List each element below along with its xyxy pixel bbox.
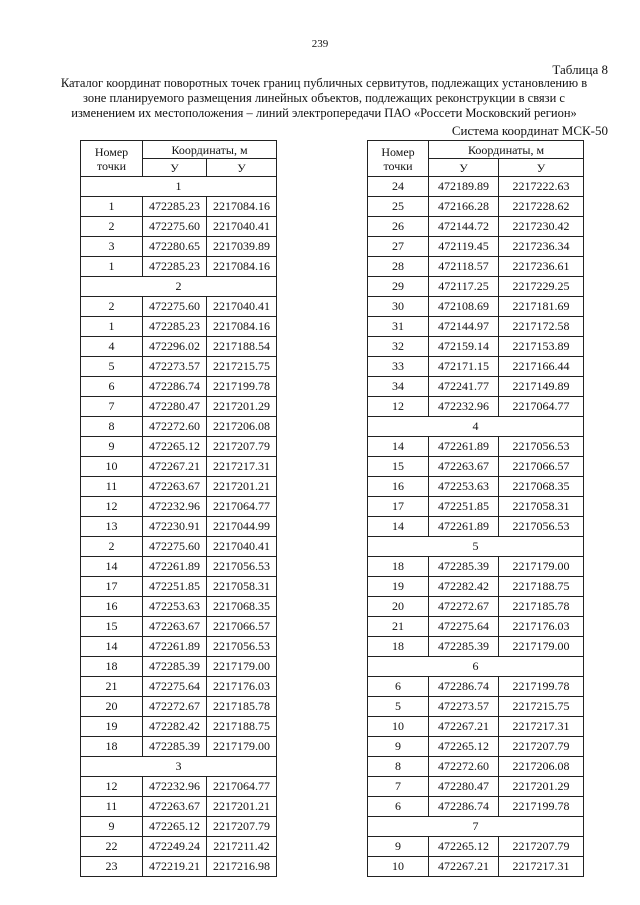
point-number-cell: 1 [81, 257, 143, 277]
y-coordinate-cell: 2217040.41 [207, 297, 277, 317]
table-row [81, 737, 277, 757]
point-number-cell: 20 [368, 597, 429, 617]
table-row [81, 417, 277, 437]
y-coordinate-cell: 2217199.78 [207, 377, 277, 397]
table-row [368, 517, 584, 537]
y-coordinate-cell: 2217206.08 [207, 417, 277, 437]
y-coordinate-cell: 2217211.42 [207, 837, 277, 857]
point-number-cell: 14 [368, 437, 429, 457]
y-coordinate-cell: 2217064.77 [207, 497, 277, 517]
y-coordinate-cell: 2217207.79 [499, 737, 584, 757]
x-coordinate-cell: 472267.21 [429, 857, 499, 877]
x-coordinate-cell: 472232.96 [429, 397, 499, 417]
point-number-cell: 13 [81, 517, 143, 537]
x-coordinate-cell: 472265.12 [429, 737, 499, 757]
group-row [368, 817, 584, 837]
x-coordinate-cell: 472166.28 [429, 197, 499, 217]
point-number-cell: 31 [368, 317, 429, 337]
point-number-cell: 22 [81, 837, 143, 857]
group-row [368, 417, 584, 437]
x-coordinate-cell: 472253.63 [429, 477, 499, 497]
point-number-cell: 15 [368, 457, 429, 477]
point-number-cell: 17 [368, 497, 429, 517]
point-number-cell: 4 [81, 337, 143, 357]
table-row [81, 797, 277, 817]
x-coordinate-cell: 472286.74 [143, 377, 207, 397]
y-coordinate-cell: 2217056.53 [207, 557, 277, 577]
x-coordinate-cell: 472219.21 [143, 857, 207, 877]
point-number-cell: 6 [368, 797, 429, 817]
x-coordinate-cell: 472108.69 [429, 297, 499, 317]
y-coordinate-cell: 2217153.89 [499, 337, 584, 357]
y-coordinate-cell: 2217185.78 [207, 697, 277, 717]
point-number-cell: 33 [368, 357, 429, 377]
table-row [368, 837, 584, 857]
table-row [368, 337, 584, 357]
y-coordinate-cell: 2217201.21 [207, 477, 277, 497]
y-coordinate-cell: 2217230.42 [499, 217, 584, 237]
table-row [81, 217, 277, 237]
x-coordinate-cell: 472280.47 [429, 777, 499, 797]
x-coordinate-cell: 472253.63 [143, 597, 207, 617]
x-coordinate-cell: 472263.67 [429, 457, 499, 477]
coordinates-table-left [80, 140, 277, 877]
table-row [368, 637, 584, 657]
y-coordinate-cell: 2217217.31 [207, 457, 277, 477]
point-number-cell: 21 [81, 677, 143, 697]
x-coordinate-cell: 472263.67 [143, 477, 207, 497]
table-row [368, 437, 584, 457]
x-coordinate-cell: 472251.85 [429, 497, 499, 517]
y-coordinate-cell: 2217207.79 [499, 837, 584, 857]
y-coordinate-cell: 2217199.78 [499, 677, 584, 697]
x-coordinate-cell: 472280.65 [143, 237, 207, 257]
point-number-cell: 11 [81, 477, 143, 497]
x-coordinate-cell: 472261.89 [143, 557, 207, 577]
point-number-cell: 18 [81, 657, 143, 677]
point-number-cell: 8 [368, 757, 429, 777]
y-coordinate-cell: 2217236.34 [499, 237, 584, 257]
table-label: Таблица 8 [552, 62, 608, 77]
point-number-cell: 21 [368, 617, 429, 637]
point-number-cell: 10 [81, 457, 143, 477]
group-number: 5 [368, 537, 584, 557]
point-number-header [81, 141, 143, 177]
y-coordinate-cell: 2217217.31 [499, 717, 584, 737]
table-row [81, 197, 277, 217]
x-coordinate-cell: 472272.60 [143, 417, 207, 437]
table-row [368, 697, 584, 717]
point-number-cell: 2 [81, 537, 143, 557]
y-coordinate-cell: 2217206.08 [499, 757, 584, 777]
table-row [81, 697, 277, 717]
x-coordinate-cell: 472285.39 [429, 557, 499, 577]
point-number-cell: 23 [81, 857, 143, 877]
point-number-cell: 18 [368, 557, 429, 577]
coordinate-system-label: Система координат МСК-50 [451, 123, 608, 138]
x-coordinate-cell: 472296.02 [143, 337, 207, 357]
y-coordinate-cell: 2217188.75 [499, 577, 584, 597]
y-coordinate-cell: 2217064.77 [499, 397, 584, 417]
y-coordinate-cell: 2217084.16 [207, 257, 277, 277]
point-number-cell: 10 [368, 717, 429, 737]
point-number-cell: 11 [81, 797, 143, 817]
y-coordinate-cell: 2217176.03 [499, 617, 584, 637]
y-coordinate-cell: 2217084.16 [207, 197, 277, 217]
point-number-header [368, 141, 429, 177]
table-row [81, 717, 277, 737]
y-coordinate-cell: 2217166.44 [499, 357, 584, 377]
table-row [81, 617, 277, 637]
table-row [81, 437, 277, 457]
table-row [368, 397, 584, 417]
point-number-cell: 27 [368, 237, 429, 257]
x-coordinate-cell: 472272.67 [143, 697, 207, 717]
y-coordinate-cell: 2217181.69 [499, 297, 584, 317]
y-coordinate-cell: 2217068.35 [207, 597, 277, 617]
x-coordinate-cell: 472171.15 [429, 357, 499, 377]
group-number: 4 [368, 417, 584, 437]
y-coordinate-cell: 2217201.21 [207, 797, 277, 817]
table-row [81, 597, 277, 617]
table-row [368, 797, 584, 817]
table-row [368, 597, 584, 617]
table-row [81, 397, 277, 417]
x-coordinate-cell: 472265.12 [429, 837, 499, 857]
point-number-cell: 18 [368, 637, 429, 657]
y-coordinate-cell: 2217179.00 [207, 657, 277, 677]
point-number-cell: 29 [368, 277, 429, 297]
table-row [368, 197, 584, 217]
table-row [81, 357, 277, 377]
point-number-cell: 1 [81, 197, 143, 217]
x-coordinate-cell: 472144.72 [429, 217, 499, 237]
group-number: 1 [81, 177, 277, 197]
x-coordinate-cell: 472285.23 [143, 257, 207, 277]
table-row [81, 657, 277, 677]
y-coordinate-cell: 2217056.53 [499, 437, 584, 457]
x-coordinate-cell: 472280.47 [143, 397, 207, 417]
x-column-header: У [429, 159, 499, 177]
x-coordinate-cell: 472273.57 [143, 357, 207, 377]
y-coordinate-cell: 2217056.53 [207, 637, 277, 657]
table-row [81, 517, 277, 537]
point-number-header-line1: Номер [381, 144, 415, 159]
point-number-cell: 16 [368, 477, 429, 497]
y-coordinate-cell: 2217236.61 [499, 257, 584, 277]
table-row [81, 297, 277, 317]
x-coordinate-cell: 472285.39 [143, 737, 207, 757]
table-row [368, 777, 584, 797]
x-coordinate-cell: 472285.39 [429, 637, 499, 657]
x-coordinate-cell: 472249.24 [143, 837, 207, 857]
table-row [368, 277, 584, 297]
point-number-header-line1: Номер [94, 144, 129, 159]
point-number-cell: 6 [81, 377, 143, 397]
table-row [368, 257, 584, 277]
y-coordinate-cell: 2217044.99 [207, 517, 277, 537]
y-coordinate-cell: 2217207.79 [207, 437, 277, 457]
table-row [368, 497, 584, 517]
x-coordinate-cell: 472241.77 [429, 377, 499, 397]
y-coordinate-cell: 2217149.89 [499, 377, 584, 397]
y-coordinate-cell: 2217040.41 [207, 537, 277, 557]
table-row [81, 317, 277, 337]
group-number: 3 [81, 757, 277, 777]
point-number-cell: 9 [81, 437, 143, 457]
y-coordinate-cell: 2217179.00 [499, 557, 584, 577]
table-row [368, 177, 584, 197]
point-number-cell: 9 [81, 817, 143, 837]
y-coordinate-cell: 2217058.31 [499, 497, 584, 517]
table-row [368, 217, 584, 237]
x-coordinate-cell: 472261.89 [143, 637, 207, 657]
point-number-cell: 14 [368, 517, 429, 537]
point-number-cell: 2 [81, 297, 143, 317]
table-row [81, 637, 277, 657]
point-number-cell: 8 [81, 417, 143, 437]
table-row [81, 497, 277, 517]
x-coordinate-cell: 472117.25 [429, 277, 499, 297]
y-coordinate-cell: 2217201.29 [499, 777, 584, 797]
y-coordinate-cell: 2217201.29 [207, 397, 277, 417]
table-row [81, 677, 277, 697]
point-number-cell: 34 [368, 377, 429, 397]
x-coordinate-cell: 472265.12 [143, 437, 207, 457]
point-number-cell: 26 [368, 217, 429, 237]
point-number-cell: 28 [368, 257, 429, 277]
point-number-cell: 24 [368, 177, 429, 197]
y-coordinate-cell: 2217068.35 [499, 477, 584, 497]
group-row [81, 277, 277, 297]
y-coordinate-cell: 2217216.98 [207, 857, 277, 877]
y-coordinate-cell: 2217039.89 [207, 237, 277, 257]
y-column-header: У [499, 159, 584, 177]
y-coordinate-cell: 2217188.75 [207, 717, 277, 737]
x-coordinate-cell: 472282.42 [143, 717, 207, 737]
y-coordinate-cell: 2217228.62 [499, 197, 584, 217]
group-number: 6 [368, 657, 584, 677]
point-number-cell: 20 [81, 697, 143, 717]
y-coordinate-cell: 2217172.58 [499, 317, 584, 337]
y-coordinate-cell: 2217066.57 [207, 617, 277, 637]
x-coordinate-cell: 472263.67 [143, 617, 207, 637]
x-column-header: У [143, 159, 207, 177]
coordinates-header: Координаты, м [143, 141, 277, 159]
table-row [81, 577, 277, 597]
point-number-header-line2: точки [383, 158, 413, 173]
x-coordinate-cell: 472144.97 [429, 317, 499, 337]
x-coordinate-cell: 472285.23 [143, 317, 207, 337]
group-row [368, 537, 584, 557]
y-coordinate-cell: 2217207.79 [207, 817, 277, 837]
point-number-cell: 9 [368, 737, 429, 757]
table-row [81, 817, 277, 837]
point-number-cell: 25 [368, 197, 429, 217]
x-coordinate-cell: 472232.96 [143, 777, 207, 797]
y-coordinate-cell: 2217222.63 [499, 177, 584, 197]
point-number-cell: 14 [81, 557, 143, 577]
point-number-cell: 16 [81, 597, 143, 617]
x-coordinate-cell: 472267.21 [429, 717, 499, 737]
y-column-header: У [207, 159, 277, 177]
x-coordinate-cell: 472273.57 [429, 697, 499, 717]
coordinates-header: Координаты, м [429, 141, 584, 159]
x-coordinate-cell: 472159.14 [429, 337, 499, 357]
table-row [81, 257, 277, 277]
x-coordinate-cell: 472272.67 [429, 597, 499, 617]
point-number-cell: 3 [81, 237, 143, 257]
point-number-cell: 19 [368, 577, 429, 597]
point-number-cell: 18 [81, 737, 143, 757]
group-row [81, 757, 277, 777]
point-number-cell: 9 [368, 837, 429, 857]
y-coordinate-cell: 2217056.53 [499, 517, 584, 537]
point-number-cell: 7 [81, 397, 143, 417]
point-number-cell: 19 [81, 717, 143, 737]
point-number-cell: 17 [81, 577, 143, 597]
table-row [368, 557, 584, 577]
y-coordinate-cell: 2217064.77 [207, 777, 277, 797]
table-row [368, 737, 584, 757]
table-row [81, 537, 277, 557]
x-coordinate-cell: 472118.57 [429, 257, 499, 277]
table-row [368, 297, 584, 317]
x-coordinate-cell: 472286.74 [429, 797, 499, 817]
x-coordinate-cell: 472230.91 [143, 517, 207, 537]
point-number-cell: 5 [368, 697, 429, 717]
table-row [368, 317, 584, 337]
page-number: 239 [311, 38, 329, 50]
group-number: 2 [81, 277, 277, 297]
x-coordinate-cell: 472265.12 [143, 817, 207, 837]
x-coordinate-cell: 472261.89 [429, 517, 499, 537]
point-number-cell: 15 [81, 617, 143, 637]
x-coordinate-cell: 472275.64 [143, 677, 207, 697]
point-number-cell: 1 [81, 317, 143, 337]
point-number-header-line2: точки [96, 158, 127, 173]
table-row [368, 477, 584, 497]
x-coordinate-cell: 472232.96 [143, 497, 207, 517]
y-coordinate-cell: 2217040.41 [207, 217, 277, 237]
x-coordinate-cell: 472286.74 [429, 677, 499, 697]
table-row [81, 237, 277, 257]
y-coordinate-cell: 2217215.75 [207, 357, 277, 377]
point-number-cell: 10 [368, 857, 429, 877]
table-row [368, 237, 584, 257]
y-coordinate-cell: 2217066.57 [499, 457, 584, 477]
y-coordinate-cell: 2217058.31 [207, 577, 277, 597]
point-number-cell: 12 [81, 777, 143, 797]
table-row [368, 717, 584, 737]
x-coordinate-cell: 472267.21 [143, 457, 207, 477]
y-coordinate-cell: 2217229.25 [499, 277, 584, 297]
group-row [81, 177, 277, 197]
y-coordinate-cell: 2217179.00 [499, 637, 584, 657]
group-row [368, 657, 584, 677]
group-number: 7 [368, 817, 584, 837]
y-coordinate-cell: 2217185.78 [499, 597, 584, 617]
table-row [368, 617, 584, 637]
x-coordinate-cell: 472261.89 [429, 437, 499, 457]
table-row [81, 857, 277, 877]
y-coordinate-cell: 2217199.78 [499, 797, 584, 817]
x-coordinate-cell: 472285.23 [143, 197, 207, 217]
table-row [368, 857, 584, 877]
table-row [368, 457, 584, 477]
x-coordinate-cell: 472275.60 [143, 217, 207, 237]
x-coordinate-cell: 472275.60 [143, 537, 207, 557]
y-coordinate-cell: 2217176.03 [207, 677, 277, 697]
y-coordinate-cell: 2217179.00 [207, 737, 277, 757]
point-number-cell: 7 [368, 777, 429, 797]
y-coordinate-cell: 2217215.75 [499, 697, 584, 717]
table-row [81, 477, 277, 497]
table-body-right [368, 177, 584, 877]
x-coordinate-cell: 472119.45 [429, 237, 499, 257]
x-coordinate-cell: 472275.64 [429, 617, 499, 637]
x-coordinate-cell: 472275.60 [143, 297, 207, 317]
table-row [368, 377, 584, 397]
point-number-cell: 32 [368, 337, 429, 357]
table-row [368, 577, 584, 597]
point-number-cell: 12 [81, 497, 143, 517]
table-body-left [81, 177, 277, 877]
table-row [81, 337, 277, 357]
x-coordinate-cell: 472282.42 [429, 577, 499, 597]
x-coordinate-cell: 472272.60 [429, 757, 499, 777]
table-caption: Каталог координат поворотных точек границ публичных сервитутов, подлежащих установлению в зоне планируемого размещения линейных объектов, подлежащих реконструкции в связи с изменением их местоположения – линий электропередачи ПАО «Россети Московский регион» [60, 76, 588, 120]
x-coordinate-cell: 472189.89 [429, 177, 499, 197]
point-number-cell: 2 [81, 217, 143, 237]
table-row [81, 557, 277, 577]
y-coordinate-cell: 2217217.31 [499, 857, 584, 877]
table-row [81, 457, 277, 477]
table-row [81, 837, 277, 857]
y-coordinate-cell: 2217084.16 [207, 317, 277, 337]
x-coordinate-cell: 472263.67 [143, 797, 207, 817]
table-row [368, 357, 584, 377]
table-row [81, 777, 277, 797]
table-row [368, 677, 584, 697]
y-coordinate-cell: 2217188.54 [207, 337, 277, 357]
point-number-cell: 6 [368, 677, 429, 697]
table-row [81, 377, 277, 397]
x-coordinate-cell: 472285.39 [143, 657, 207, 677]
point-number-cell: 12 [368, 397, 429, 417]
x-coordinate-cell: 472251.85 [143, 577, 207, 597]
point-number-cell: 14 [81, 637, 143, 657]
table-row [368, 757, 584, 777]
coordinates-table-right [367, 140, 584, 877]
point-number-cell: 5 [81, 357, 143, 377]
point-number-cell: 30 [368, 297, 429, 317]
